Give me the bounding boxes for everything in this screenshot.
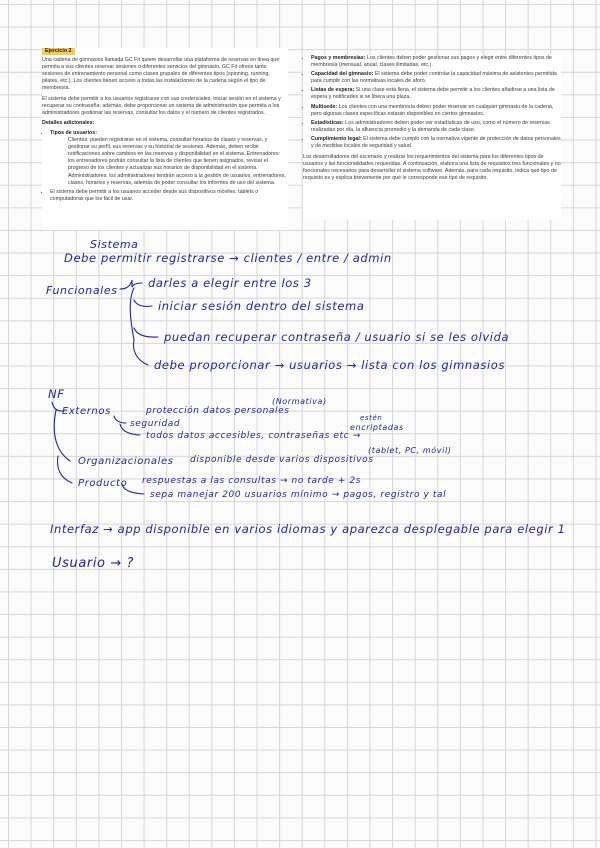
note-interfaz: Interfaz → app disponible en varios idiomas y aparezca desplegable para elegir 1 bbox=[50, 522, 566, 536]
note-externo-3-encriptadas: encriptadas bbox=[350, 423, 404, 432]
note-producto-1: respuestas a las consultas → no tarde + 2s bbox=[142, 476, 362, 486]
note-funcionales: Funcionales bbox=[46, 284, 118, 297]
funcionales-bracket bbox=[130, 288, 134, 340]
list-item-term: Multisede: bbox=[311, 103, 338, 110]
note-externo-3: todos datos accesibles, contraseñas etc → bbox=[146, 431, 361, 441]
list-item-text: Los clientes deben poder gestionar sus pagos y elegir entre diferentes tipos de membresía (mensual, anual, clases ilimitadas, etc.). bbox=[311, 55, 552, 69]
exercise-title: Ejercicio 2 bbox=[42, 48, 75, 55]
nf-bracket-lower bbox=[58, 456, 72, 483]
note-debe-permitir: Debe permitir registrarse → clientes / entre / admin bbox=[64, 251, 392, 265]
user-types-heading: Tipos de usuarios: bbox=[50, 129, 97, 136]
list-item-term: Capacidad del gimnasio: bbox=[311, 71, 374, 78]
note-funcional-3: puedan recuperar contraseña / usuario si se les olvida bbox=[164, 330, 510, 344]
funcionales-connector bbox=[120, 280, 142, 289]
list-item-text: El sistema debe poder controlar la capacidad máxima de asistentes permitida para cumplir con las normativas locales de aforo. bbox=[311, 71, 557, 85]
note-producto-2: sepa manejar 200 usuarios mínimo → pagos, registro y tal bbox=[150, 490, 447, 500]
note-usuario: Usuario → ? bbox=[52, 556, 135, 571]
bracket-tick bbox=[134, 300, 152, 306]
note-organizacional-1: disponible desde varios dispositivos bbox=[190, 455, 374, 465]
note-organizacional-1-devices: (tablet, PC, móvil) bbox=[368, 446, 452, 455]
note-externo-1-normativa: (Normativa) bbox=[272, 397, 327, 406]
nf-bracket bbox=[54, 410, 70, 461]
list-item-text: Los clientes con una membresía deben poder reservar en cualquier gimnasio de la cadena, pero algunas clases específicas estarán disponibles en ciertos gimnasios. bbox=[311, 103, 554, 117]
note-funcional-2: iniciar sesión dentro del sistema bbox=[158, 299, 365, 313]
list-item-term: Estadísticas: bbox=[311, 119, 344, 126]
list-item-text: El sistema debe cumplir con la normativa vigente de protección de datos personales y de medidas locales de seguridad y salud. bbox=[311, 135, 561, 150]
user-types-text: Clientes: pueden registrarse en el sistema, consultar horarios de clases y reservas, y gestionar su perfil, sus reservas y su historial de sesiones. Además, deben recibir notificaciones sobre cambios en las reservas y disponibilidad en el sistema. Entrenadores: los entrenadores podrán consultar la lista de clientes que tienen asignados, revisar el progreso de los clientes y actualizar sus horarios de disponibilidad en el sistema. Administradores: los administradores tendrán acceso a la gestión de usuarios, entrenadores, clases, horarios y reservas, además de poder consultar los informes de uso del sistema. bbox=[68, 137, 286, 186]
note-externo-2: seguridad bbox=[130, 419, 181, 429]
bracket-tick bbox=[114, 416, 126, 423]
exercise-paragraph-2: El sistema debe permitir a los usuarios registrarse con sus credenciales, iniciar sesión en el sistema y recuperar su contraseña; además, debe proporcionar un sistema de administración que permita a los administradores gestionar las reservas, consultar los datos y el número de clientes registrados. bbox=[42, 95, 281, 116]
note-funcional-1: darles a elegir entre los 3 bbox=[148, 276, 312, 290]
exercise-paragraph-1: Una cadena de gimnasios llamada GC Fit quiere desarrollar una plataforma de reservas en línea que permita a sus clientes reservar sesiones o diferentes servicios del gimnasio. GC Fit ofrece tanto sesiones de entrenamiento personal como clases grupales de diferentes tipos (spinning, running, pilates, etc.). Los clientes tienen acceso a todas las instalaciones de la cadena según el tipo de membresía. bbox=[42, 57, 280, 92]
bracket-tick bbox=[134, 328, 158, 337]
list-item-term: Listas de espera: bbox=[311, 87, 355, 94]
bracket-tick bbox=[134, 340, 148, 365]
list-item-text: Los administradores deben poder ver estadísticas de uso, como el número de reservas realizadas por día, la afluencia promedio y la demanda de cada clase. bbox=[311, 119, 550, 133]
note-externos: Externos bbox=[62, 406, 111, 417]
note-externo-1: protección datos personales bbox=[146, 406, 290, 416]
note-nf: NF bbox=[48, 387, 65, 401]
list-item: • El sistema debe permitir a los usuarios acceder desde sus dispositivos móviles, tablets o computadoras que los fácil de usar. bbox=[50, 189, 288, 203]
list-item-term: Pagos y membresías: bbox=[311, 55, 366, 61]
note-producto: Producto bbox=[78, 478, 128, 489]
note-sistema: Sistema bbox=[90, 238, 139, 251]
closing-paragraph: Los desarrolladores del escenario y realizar los requerimientos del sistema para los diferentes tipos de usuarios y las funcionalidades requeridas. A continuación, elabora una lista de requisitos tres funcionales y no funcionales necesarios para desarrollar el sistema software. Además, para cada requisito, indica qué tipo de requisito es y explica brevemente por qué le corresponde ese tipo de requisito. bbox=[303, 154, 561, 182]
details-heading: Detalles adicionales: bbox=[42, 119, 95, 126]
note-organizacionales: Organizacionales bbox=[78, 456, 174, 467]
note-externo-3-esten: estén bbox=[360, 414, 383, 422]
list-item-text: Si una clase está llena, el sistema debe permitir a los clientes añadirse a una lista de espera y notificarles si se libera una plaza. bbox=[311, 87, 555, 101]
list-item-term: Cumplimiento legal: bbox=[311, 135, 362, 142]
note-funcional-4: debe proporcionar → usuarios → lista con los gimnasios bbox=[154, 358, 506, 372]
